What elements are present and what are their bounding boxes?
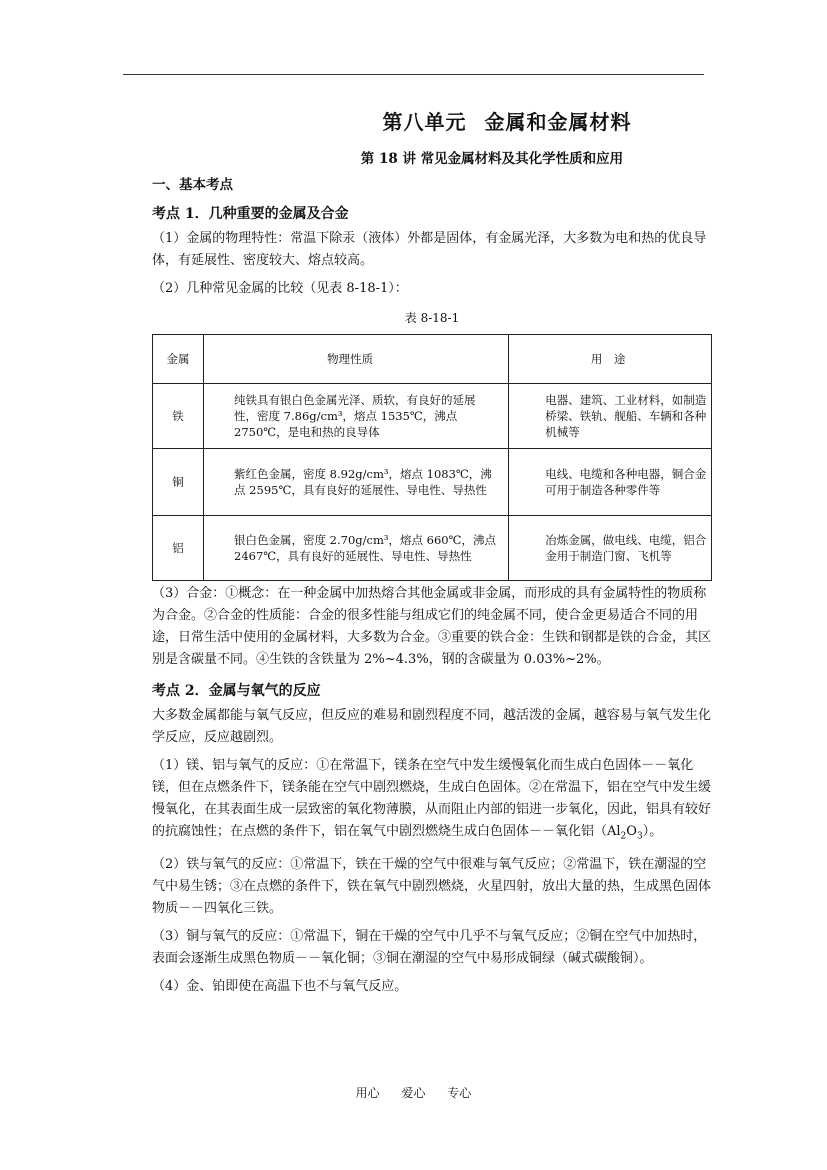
lesson-subtitle: 第 18 讲 常见金属材料及其化学性质和应用 (360, 151, 624, 167)
kp2-paragraph-3: （3）铜与氧气的反应：①常温下，铜在干燥的空气中几乎不与氧气反应；②铜在空气中加热时，表面会逐渐生成黑色物质－－氧化铜；③铜在潮湿的空气中易形成铜绿（碱式碳酸铜）。 (152, 928, 707, 966)
cell-uses: 电线、电缆和各种电器，铜合金可用于制造各种零件等 (509, 449, 712, 516)
table-caption: 表 8-18-1 (404, 311, 460, 325)
table-row (153, 516, 712, 581)
unit-title-part1: 第八单元 (382, 110, 467, 134)
subscript-3: 3 (636, 831, 643, 842)
unit-title-part2: 金属和金属材料 (484, 110, 632, 134)
cell-properties: 紫红色金属，密度 8.92g/cm³，熔点 1083℃，沸点 2595℃，具有良好的延展性、导电性、导热性 (204, 449, 509, 516)
kp1-paragraph-2: （2）几种常见金属的比较（见表 8-18-1）： (152, 281, 408, 296)
kp2-p1-end: ）。 (642, 824, 663, 839)
cell-metal: 铝 (153, 516, 204, 581)
kp2-paragraph-1 (152, 755, 712, 848)
cell-metal: 铜 (153, 449, 204, 516)
cell-uses: 电器、建筑、工业材料，如制造桥梁、铁轨、舰船、车辆和各种机械等 (509, 384, 712, 449)
kp2-p1-o: O (626, 824, 637, 839)
page-footer: 用心 爱心 专心 (355, 1086, 472, 1100)
unit-title (302, 102, 712, 142)
cell-uses: 冶炼金属，做电线、电缆，铝合金用于制造门窗、飞机等 (509, 516, 712, 581)
table-header-row (153, 335, 712, 384)
header-properties: 物理性质 (204, 335, 509, 384)
kp2-paragraph-0: 大多数金属都能与氧气反应，但反应的难易和剧烈程度不同，越活泼的金属，越容易与氧气发生化学反应，反应越剧烈。 (152, 708, 712, 745)
table-row (153, 384, 712, 449)
document-page (152, 102, 712, 1004)
header-metal: 金属 (153, 335, 204, 384)
cell-metal: 铁 (153, 384, 204, 449)
header-rule (123, 74, 704, 75)
kp1-paragraph-3: （3）合金：①概念：在一种金属中加热熔合其他金属或非金属，而形成的具有金属特性的物质称为合金。②合金的性质能：合金的很多性能与组成它们的纯金属不同，使合金更易适合不同的用途，日常生活中使用的金属材料，大多数为合金。③重要的铁合金：生铁和钢都是铁的合金，其区别是含碳量不同。④生铁的含铁量为 2%~4.3%，钢的含碳量为 0.03%~2%。 (152, 586, 712, 667)
kp1-paragraph-1: （1）金属的物理特性：常温下除汞（液体）外都是固体，有金属光泽，大多数为电和热的优良导体，有延展性、密度较大、熔点较高。 (152, 231, 707, 268)
kp2-paragraph-2: （2）铁与氧气的反应：①常温下，铁在干燥的空气中很难与氧气反应；②常温下，铁在潮湿的空气中易生锈；③在点燃的条件下，铁在氧气中剧烈燃烧，火星四射，放出大量的热，生成黑色固体物质－－四氧化三铁。 (152, 856, 712, 916)
kp2-paragraph-4: （4）金、铂即使在高温下也不与氧气反应。 (152, 978, 408, 994)
subscript-2: 2 (620, 831, 627, 842)
cell-properties: 银白色金属，密度 2.70g/cm³，熔点 660℃，沸点 2467℃，具有良好的延展性、导电性、导热性 (204, 516, 509, 581)
kp2-p1-text: （1）镁、铝与氧气的反应：①在常温下，镁条在空气中发生缓慢氧化而生成白色固体－－氧化镁，但在点燃条件下，镁条能在空气中剧烈燃烧，生成白色固体。②在常温下，铝在空气中发生缓慢氧化，在其表面生成一层致密的氧化物薄膜，从而阻止内部的铝进一步氧化，因此，铝具有较好的抗腐蚀性；在点燃的条件下，铝在氧气中剧烈燃烧生成白色固体－－氧化铝（Al (152, 758, 712, 839)
section-heading: 一、基本考点 (152, 177, 233, 193)
metals-table (152, 334, 712, 581)
kp1-heading: 考点 1．几种重要的金属及合金 (152, 206, 349, 222)
cell-properties: 纯铁具有银白色金属光泽、质软，有良好的延展性，密度 7.86g/cm³，熔点 1535℃，沸点 2750℃，是电和热的良导体 (204, 384, 509, 449)
kp2-heading: 考点 2．金属与氧气的反应 (152, 683, 321, 699)
header-uses: 用 途 (509, 335, 712, 384)
table-row (153, 449, 712, 516)
